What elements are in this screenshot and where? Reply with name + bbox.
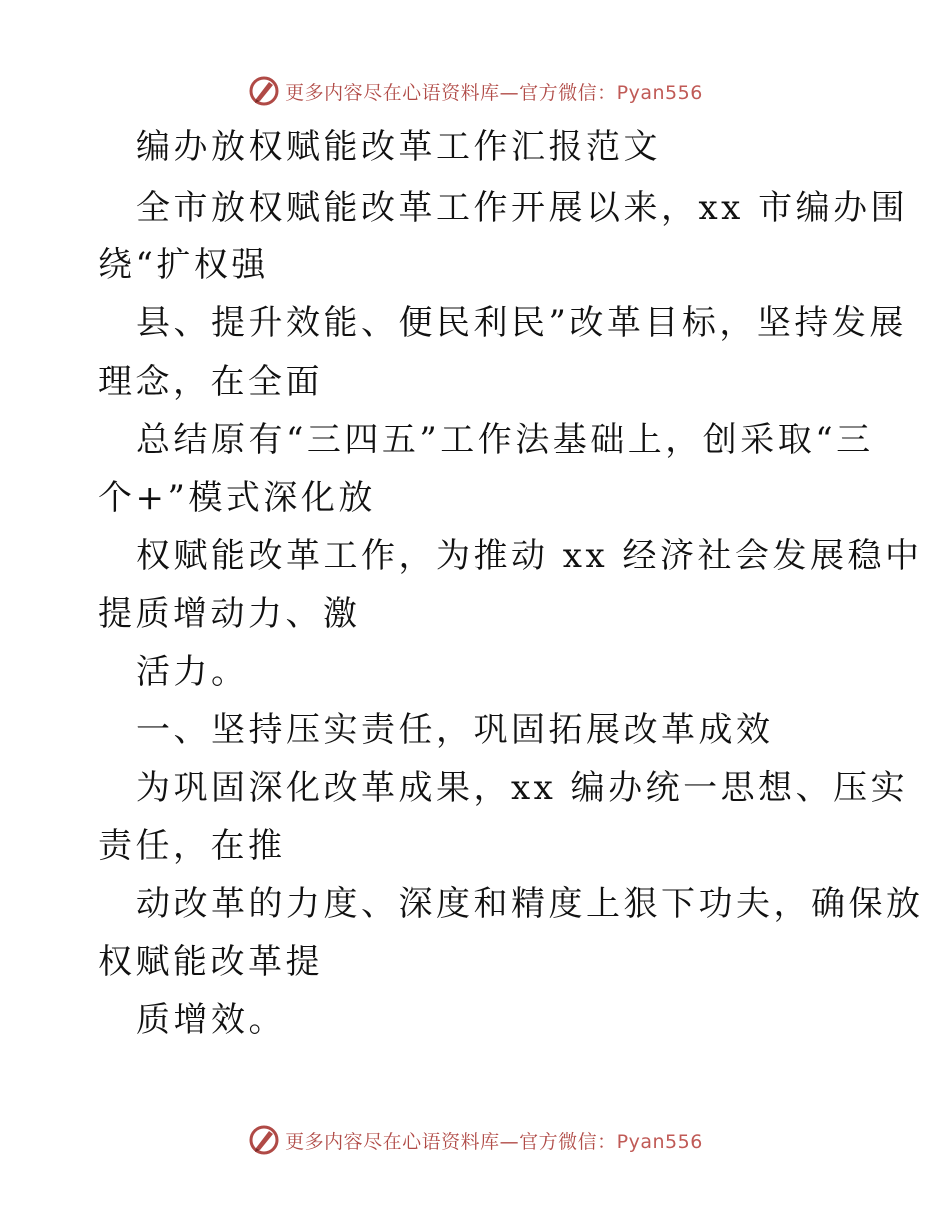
pen-logo-icon	[247, 1123, 281, 1157]
paragraph-line: 总结原有“三四五”工作法基础上，创采取“三	[136, 420, 874, 460]
paragraph-line: 县、提升效能、便民利民”改革目标，坚持发展	[136, 303, 907, 343]
paragraph-line: 责任，在推	[98, 826, 286, 866]
footer-watermark	[0, 1120, 950, 1160]
pen-logo-icon	[247, 74, 281, 108]
paragraph-line: 理念，在全面	[98, 362, 323, 402]
document-title: 编办放权赋能改革工作汇报范文	[136, 127, 661, 167]
header-watermark	[0, 71, 950, 111]
paragraph-line: 个+”模式深化放	[98, 478, 376, 518]
paragraph-line: 动改革的力度、深度和精度上狠下功夫，确保放	[136, 884, 924, 924]
paragraph-line: 权赋能改革提	[98, 942, 323, 982]
watermark-text: 更多内容尽在心语资料库—官方微信：Pyan556	[285, 81, 703, 104]
paragraph-line: 活力。	[136, 652, 249, 692]
paragraph-line: 权赋能改革工作，为推动 xx 经济社会发展稳中	[136, 536, 923, 576]
paragraph-line: 为巩固深化改革成果，xx 编办统一思想、压实	[136, 768, 909, 808]
paragraph-line: 全市放权赋能改革工作开展以来，xx 市编办围	[136, 188, 909, 228]
paragraph-line: 提质增动力、激	[98, 594, 361, 634]
watermark-text: 更多内容尽在心语资料库—官方微信：Pyan556	[285, 1130, 703, 1153]
section-heading: 一、坚持压实责任，巩固拓展改革成效	[136, 710, 774, 750]
paragraph-line: 质增效。	[136, 1000, 286, 1040]
paragraph-line: 绕“扩权强	[98, 245, 269, 285]
